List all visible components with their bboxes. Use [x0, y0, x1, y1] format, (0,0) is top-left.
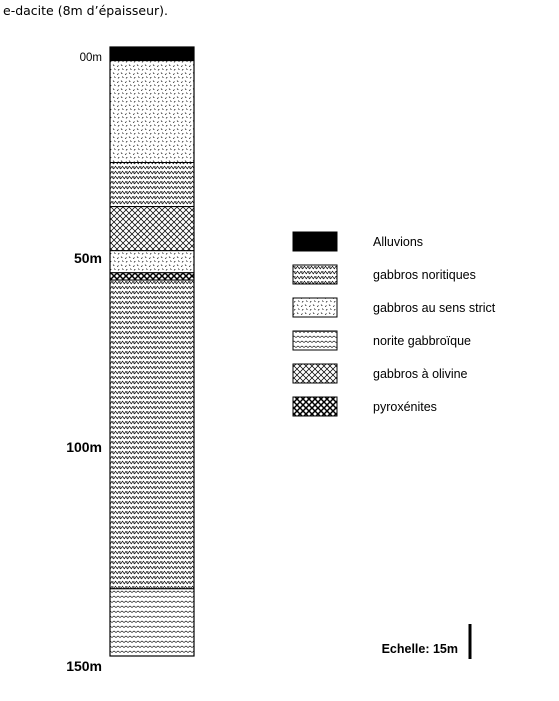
- stratigraphic-column: [110, 47, 194, 656]
- column-layer-gabbros-sens-strict: [110, 251, 194, 273]
- legend-swatch-gabbros-noritiques: [293, 265, 337, 284]
- column-layer-gabbros-sens-strict: [110, 61, 194, 163]
- column-layer-gabbros-olivine: [110, 207, 194, 251]
- depth-label-150: 150m: [66, 658, 102, 674]
- legend-swatch-gabbros-olivine: [293, 364, 337, 383]
- legend-swatch-alluvions: [293, 232, 337, 251]
- depth-label-50: 50m: [73, 250, 102, 266]
- scale-bar: [382, 624, 470, 659]
- legend-label-norite-gabbroique: norite gabbroïque: [373, 334, 471, 348]
- legend-label-gabbros-olivine: gabbros à olivine: [373, 367, 468, 381]
- legend-swatch-norite-gabbroique: [293, 331, 337, 350]
- depth-scale: [66, 52, 102, 674]
- caption-text: e-dacite (8m d’épaisseur).: [3, 3, 168, 18]
- scale-label: Echelle: 15m: [381, 642, 458, 656]
- legend-swatch-pyroxenites: [293, 397, 337, 416]
- legend-swatch-gabbros-sens-strict: [293, 298, 337, 317]
- column-layer-norite-gabbroique: [110, 589, 194, 656]
- column-layer-alluvions: [110, 47, 194, 61]
- column-layer-gabbros-noritiques: [110, 163, 194, 207]
- legend: [293, 232, 496, 416]
- column-layer-gabbros-noritiques: [110, 280, 194, 589]
- depth-label-100: 100m: [66, 439, 102, 455]
- legend-label-gabbros-noritiques: gabbros noritiques: [373, 268, 476, 282]
- legend-label-alluvions: Alluvions: [373, 235, 424, 249]
- column-layer-pyroxenites: [110, 273, 194, 280]
- legend-label-gabbros-sens-strict: gabbros au sens strict: [373, 301, 496, 315]
- depth-label-0: 00m: [79, 52, 102, 64]
- legend-label-pyroxenites: pyroxénites: [373, 400, 437, 414]
